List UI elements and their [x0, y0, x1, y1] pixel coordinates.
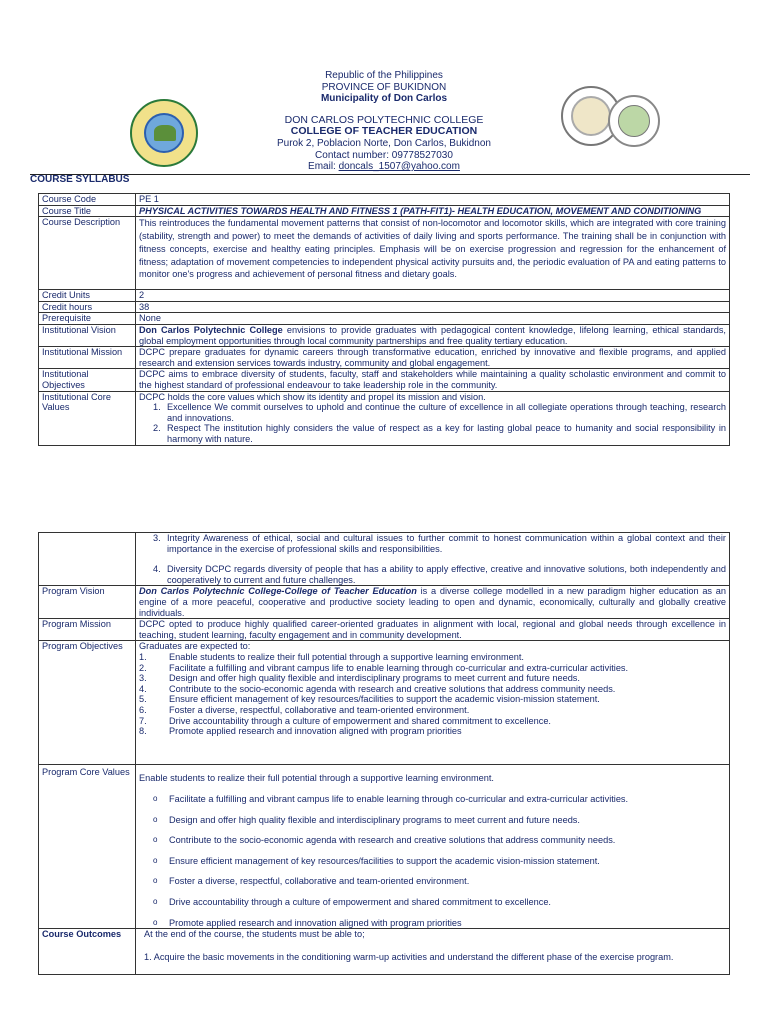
list-item: o Promote applied research and innovation aligned with program priorities	[153, 917, 462, 928]
table-row	[39, 301, 730, 313]
syllabus-table-1	[38, 193, 730, 446]
program-objectives-list	[139, 652, 726, 737]
course-code-label: Course Code	[39, 194, 136, 206]
program-core-values-list	[139, 794, 726, 928]
credit-units-label: Credit Units	[39, 290, 136, 302]
program-mission-label: Program Mission	[39, 619, 136, 641]
course-code-value: PE 1	[136, 194, 730, 206]
list-item: 3. Design and offer high quality flexible and interdisciplinary programs to meet current and future needs.	[139, 673, 580, 684]
list-item: o Contribute to the socio-economic agenda with research and creative solutions that address community needs.	[153, 835, 616, 846]
core-values-continued-value	[136, 533, 730, 586]
institutional-mission-value: DCPC prepare graduates for dynamic careers through transformative education, enriched by innovative and flexible programs, and applied research and extension services towards industry, community and global engagement.	[136, 347, 730, 369]
credit-hours-value: 38	[136, 301, 730, 313]
header-republic: Republic of the Philippines	[325, 70, 443, 81]
list-item: o Facilitate a fulfilling and vibrant campus life to enable learning through co-curricular and extra-curricular activities.	[153, 793, 629, 804]
header-municipality: Municipality of Don Carlos	[320, 93, 448, 104]
list-item: 4. Contribute to the socio-economic agenda with research and creative solutions that address community needs.	[139, 683, 616, 694]
table-row	[39, 324, 730, 346]
program-objectives-intro: Graduates are expected to:	[139, 641, 251, 652]
institutional-objectives-value: DCPC aims to embrace diversity of students, faculty, staff and stakeholders while maintaining a quality scholastic environment and commit to the highest standard of professional endeavour to take leadership role in the community.	[136, 369, 730, 391]
table-row	[39, 290, 730, 302]
program-vision-value	[136, 586, 730, 619]
table-row	[39, 619, 730, 641]
header-department: COLLEGE OF TEACHER EDUCATION	[290, 125, 478, 137]
program-vision-text: is a diverse college modelled in a new paradigm higher education as an engine of a more peaceful, cooperative and productive society leading to open and dynamic, economically, culturally and globally creative individuals.	[139, 586, 726, 618]
course-outcomes-label: Course Outcomes	[39, 929, 136, 975]
course-description-label: Course Description	[39, 217, 136, 290]
list-item: o Drive accountability through a culture of empowerment and shared commitment to excellence.	[153, 896, 551, 907]
table-row	[39, 586, 730, 619]
letterhead	[0, 68, 768, 174]
table-row	[39, 391, 730, 445]
list-item: 1. Enable students to realize their full potential through a supportive learning environment.	[139, 651, 524, 662]
table-row	[39, 641, 730, 765]
course-description-value: This reintroduces the fundamental movement patterns that consist of non-locomotor and locomotor skills, which are integrated with core training (stability, strength and power) to meet the demands of activities of daily living and sports performance. The training shall be in conjunction with fitness concepts, exercise and healthy eating principles. Emphasis will be on exercise progression and regression for the enhancement of fitness; adaptation of movement competencies to independent physical activity pursuits and, the periodic evaluation of PA and eating patterns to monitor one's progress and achievement of personal fitness and dietary goals.	[136, 217, 730, 290]
credit-hours-label: Credit hours	[39, 301, 136, 313]
program-vision-label: Program Vision	[39, 586, 136, 619]
institutional-mission-label: Institutional Mission	[39, 347, 136, 369]
program-objectives-value	[136, 641, 730, 765]
prerequisite-label: Prerequisite	[39, 313, 136, 325]
institutional-core-values-label: Institutional Core Values	[39, 391, 136, 445]
header-college-name: DON CARLOS POLYTECHNIC COLLEGE	[284, 114, 484, 126]
vision-text: envisions to provide graduates with pedagogical content knowledge, lifelong learning, ethical standards, global employment opportunities through local community partnerships and free quality tertiary education.	[139, 324, 726, 346]
table-row	[39, 765, 730, 929]
institutional-objectives-label: Institutional Objectives	[39, 369, 136, 391]
course-title-label: Course Title	[39, 205, 136, 217]
list-item: o Foster a diverse, respectful, collaborative and team-oriented environment.	[153, 876, 470, 887]
header-divider	[30, 174, 750, 175]
course-outcomes-value	[136, 929, 730, 975]
list-item: 7. Drive accountability through a culture of empowerment and shared commitment to excellence.	[139, 715, 551, 726]
institutional-core-values-value	[136, 391, 730, 445]
list-item: 4. Diversity DCPC regards diversity of people that has a ability to apply effective, creative and innovative solutions, both independently and cooperatively to current and future challenges.	[153, 564, 726, 585]
email-label: Email:	[308, 161, 339, 172]
program-core-values-label: Program Core Values	[39, 765, 136, 929]
program-core-values-intro: Enable students to realize their full potential through a supportive learning environment.	[139, 773, 494, 784]
syllabus-table-2	[38, 532, 730, 975]
course-outcome-item: 1. Acquire the basic movements in the conditioning warm-up activities and understand the different phase of the exercise program.	[144, 951, 674, 962]
header-province: PROVINCE OF BUKIDNON	[321, 82, 447, 93]
email-link[interactable]: doncals_1507@yahoo.com	[338, 161, 460, 172]
core-values-list-continued	[139, 533, 726, 585]
list-item: o Design and offer high quality flexible and interdisciplinary programs to meet current and future needs.	[153, 814, 580, 825]
program-mission-value: DCPC opted to produce highly qualified career-oriented graduates in alignment with local, regional and global needs through excellence in teaching, student learning, faculty engagement and in community development.	[136, 619, 730, 641]
list-item: 3. Integrity Awareness of ethical, social and cultural issues to further commit to honest communication within a global context and their importance in the exercise of professional skills and responsibilities.	[153, 533, 726, 554]
table-row	[39, 205, 730, 217]
page-title: COURSE SYLLABUS	[30, 174, 130, 185]
table-row	[39, 533, 730, 586]
list-item: 8. Promote applied research and innovation aligned with program priorities	[139, 726, 462, 737]
list-item: 2. Facilitate a fulfilling and vibrant campus life to enable learning through co-curricular and extra-curricular activities.	[139, 662, 629, 673]
list-item: 6. Foster a diverse, respectful, collaborative and team-oriented environment.	[139, 704, 470, 715]
table-row	[39, 313, 730, 325]
table-row	[39, 347, 730, 369]
course-outcomes-intro: At the end of the course, the students must be able to;	[144, 929, 365, 940]
institutional-vision-value	[136, 324, 730, 346]
program-core-values-value	[136, 765, 730, 929]
prerequisite-value: None	[136, 313, 730, 325]
core-values-list	[139, 402, 726, 444]
header-email-line	[0, 161, 768, 173]
institutional-vision-label: Institutional Vision	[39, 324, 136, 346]
vision-college-name: Don Carlos Polytechnic College	[139, 324, 283, 335]
table-row	[39, 194, 730, 206]
list-item: o Ensure efficient management of key resources/facilities to support the academic vision-mission statement.	[153, 855, 600, 866]
core-values-intro: DCPC holds the core values which show its identity and propel its mission and vision.	[139, 391, 486, 402]
core-values-continued-label	[39, 533, 136, 586]
credit-units-value: 2	[136, 290, 730, 302]
program-objectives-label: Program Objectives	[39, 641, 136, 765]
list-item: 1. Excellence We commit ourselves to uphold and continue the culture of excellence in all collegiate operations through teaching, research and innovations.	[153, 402, 726, 423]
course-title-value: PHYSICAL ACTIVITIES TOWARDS HEALTH AND FITNESS 1 (PATH-FIT1)- HEALTH EDUCATION, MOVEMENT AND CONDITIONING	[136, 205, 730, 217]
table-row	[39, 369, 730, 391]
table-row	[39, 217, 730, 290]
header-address: Purok 2, Poblacion Norte, Don Carlos, Bukidnon	[276, 138, 491, 149]
program-vision-college-name: Don Carlos Polytechnic College-College of Teacher Education	[139, 586, 417, 597]
list-item: 2. Respect The institution highly considers the value of respect as a key for lasting global peace to humanity and social responsibility in harmony with nature.	[153, 423, 726, 444]
table-row	[39, 929, 730, 975]
list-item: 5. Ensure efficient management of key resources/facilities to support the academic vision-mission statement.	[139, 694, 600, 705]
header-contact: Contact number: 09778527030	[315, 150, 453, 161]
